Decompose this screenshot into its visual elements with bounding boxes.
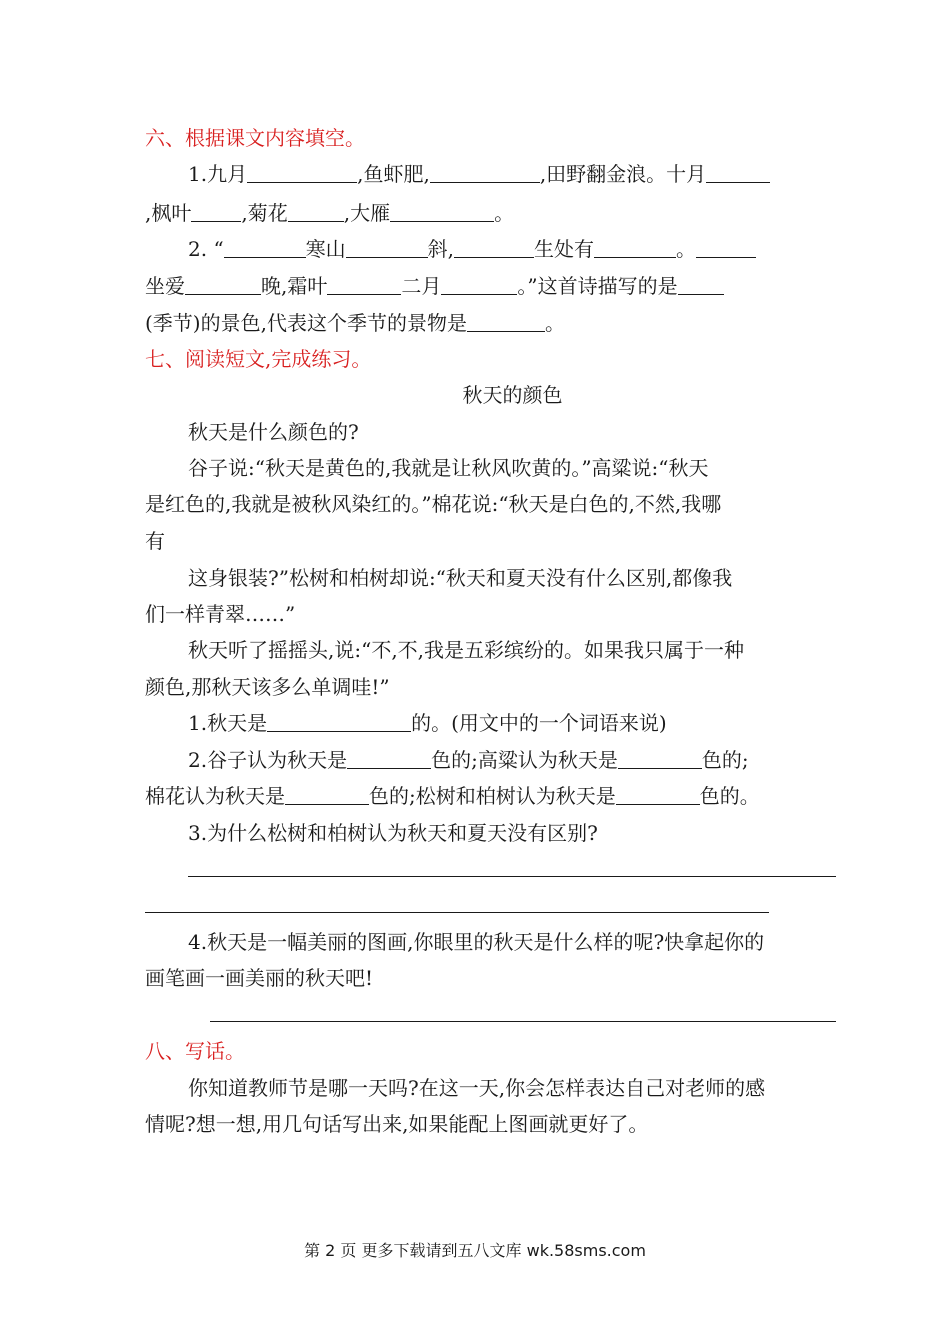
answer-line[interactable] <box>145 912 769 913</box>
passage-line: 秋天是什么颜色的? <box>188 420 359 444</box>
passage-line: 秋天听了摇摇头,说:“不,不,我是五彩缤纷的。如果我只属于一种 <box>188 638 745 662</box>
blank[interactable] <box>267 711 411 732</box>
blank[interactable] <box>347 748 431 769</box>
s6-q1-line2: ,枫叶 ,菊花 ,大雁 。 <box>145 201 515 225</box>
s6-q2-line3: (季节)的景色,代表这个季节的景物是 。 <box>145 311 565 335</box>
page-footer: 第 2 页 更多下载请到五八文库 wk.58sms.com <box>304 1241 646 1260</box>
blank[interactable] <box>185 274 261 295</box>
s8-body-line: 你知道教师节是哪一天吗?在这一天,你会怎样表达自己对老师的感 <box>188 1076 766 1100</box>
blank[interactable] <box>224 237 306 258</box>
s7-q2-line1: 2.谷子认为秋天是 色的;高粱认为秋天是 色的; <box>188 748 749 772</box>
passage-line: 这身银装?”松树和柏树却说:“秋天和夏天没有什么区别,都像我 <box>188 566 733 590</box>
blank[interactable] <box>247 162 357 183</box>
answer-line[interactable] <box>210 1021 836 1022</box>
section6-heading: 六、根据课文内容填空。 <box>145 126 365 150</box>
passage-line: 颜色,那秋天该多么单调哇!” <box>145 675 390 699</box>
blank[interactable] <box>618 748 702 769</box>
blank[interactable] <box>467 311 545 332</box>
blank[interactable] <box>390 201 494 222</box>
s7-q3: 3.为什么松树和柏树认为秋天和夏天没有区别? <box>188 821 598 845</box>
blank[interactable] <box>678 274 724 295</box>
blank[interactable] <box>594 237 676 258</box>
s7-q2-line2: 棉花认为秋天是 色的;松树和柏树认为秋天是 色的。 <box>145 784 760 808</box>
s7-q1: 1.秋天是 的。(用文中的一个词语来说) <box>188 711 667 735</box>
s6-q2-line1: 2. “ 寒山 斜, 生处有 。 <box>188 235 888 263</box>
s7-q4-line1: 4.秋天是一幅美丽的图画,你眼里的秋天是什么样的呢?快拿起你的 <box>188 930 765 954</box>
blank[interactable] <box>696 237 756 258</box>
passage-line: 是红色的,我就是被秋风染红的。”棉花说:“秋天是白色的,不然,我哪 <box>145 492 722 516</box>
s7-q4-line2: 画笔画一画美丽的秋天吧! <box>145 966 374 990</box>
blank[interactable] <box>454 237 534 258</box>
blank[interactable] <box>191 201 241 222</box>
passage-title: 秋天的颜色 <box>462 383 563 407</box>
passage-line: 谷子说:“秋天是黄色的,我就是让秋风吹黄的。”高粱说:“秋天 <box>188 456 709 480</box>
blank[interactable] <box>616 784 700 805</box>
blank[interactable] <box>430 162 540 183</box>
blank[interactable] <box>346 237 428 258</box>
passage-line: 有 <box>145 529 165 553</box>
blank[interactable] <box>327 274 401 295</box>
answer-line[interactable] <box>188 876 836 877</box>
section7-heading: 七、阅读短文,完成练习。 <box>145 347 372 371</box>
section8-heading: 八、写话。 <box>145 1039 245 1063</box>
blank[interactable] <box>285 784 369 805</box>
s6-q1-line1: 1.九月 ,鱼虾肥, ,田野翻金浪。十月 <box>188 160 888 188</box>
blank[interactable] <box>288 201 344 222</box>
blank[interactable] <box>706 162 770 183</box>
s8-body-line: 情呢?想一想,用几句话写出来,如果能配上图画就更好了。 <box>145 1112 649 1136</box>
s6-q2-line2: 坐爱 晚,霜叶 二月 。”这首诗描写的是 <box>145 272 845 300</box>
passage-line: 们一样青翠……” <box>145 602 296 626</box>
blank[interactable] <box>441 274 517 295</box>
